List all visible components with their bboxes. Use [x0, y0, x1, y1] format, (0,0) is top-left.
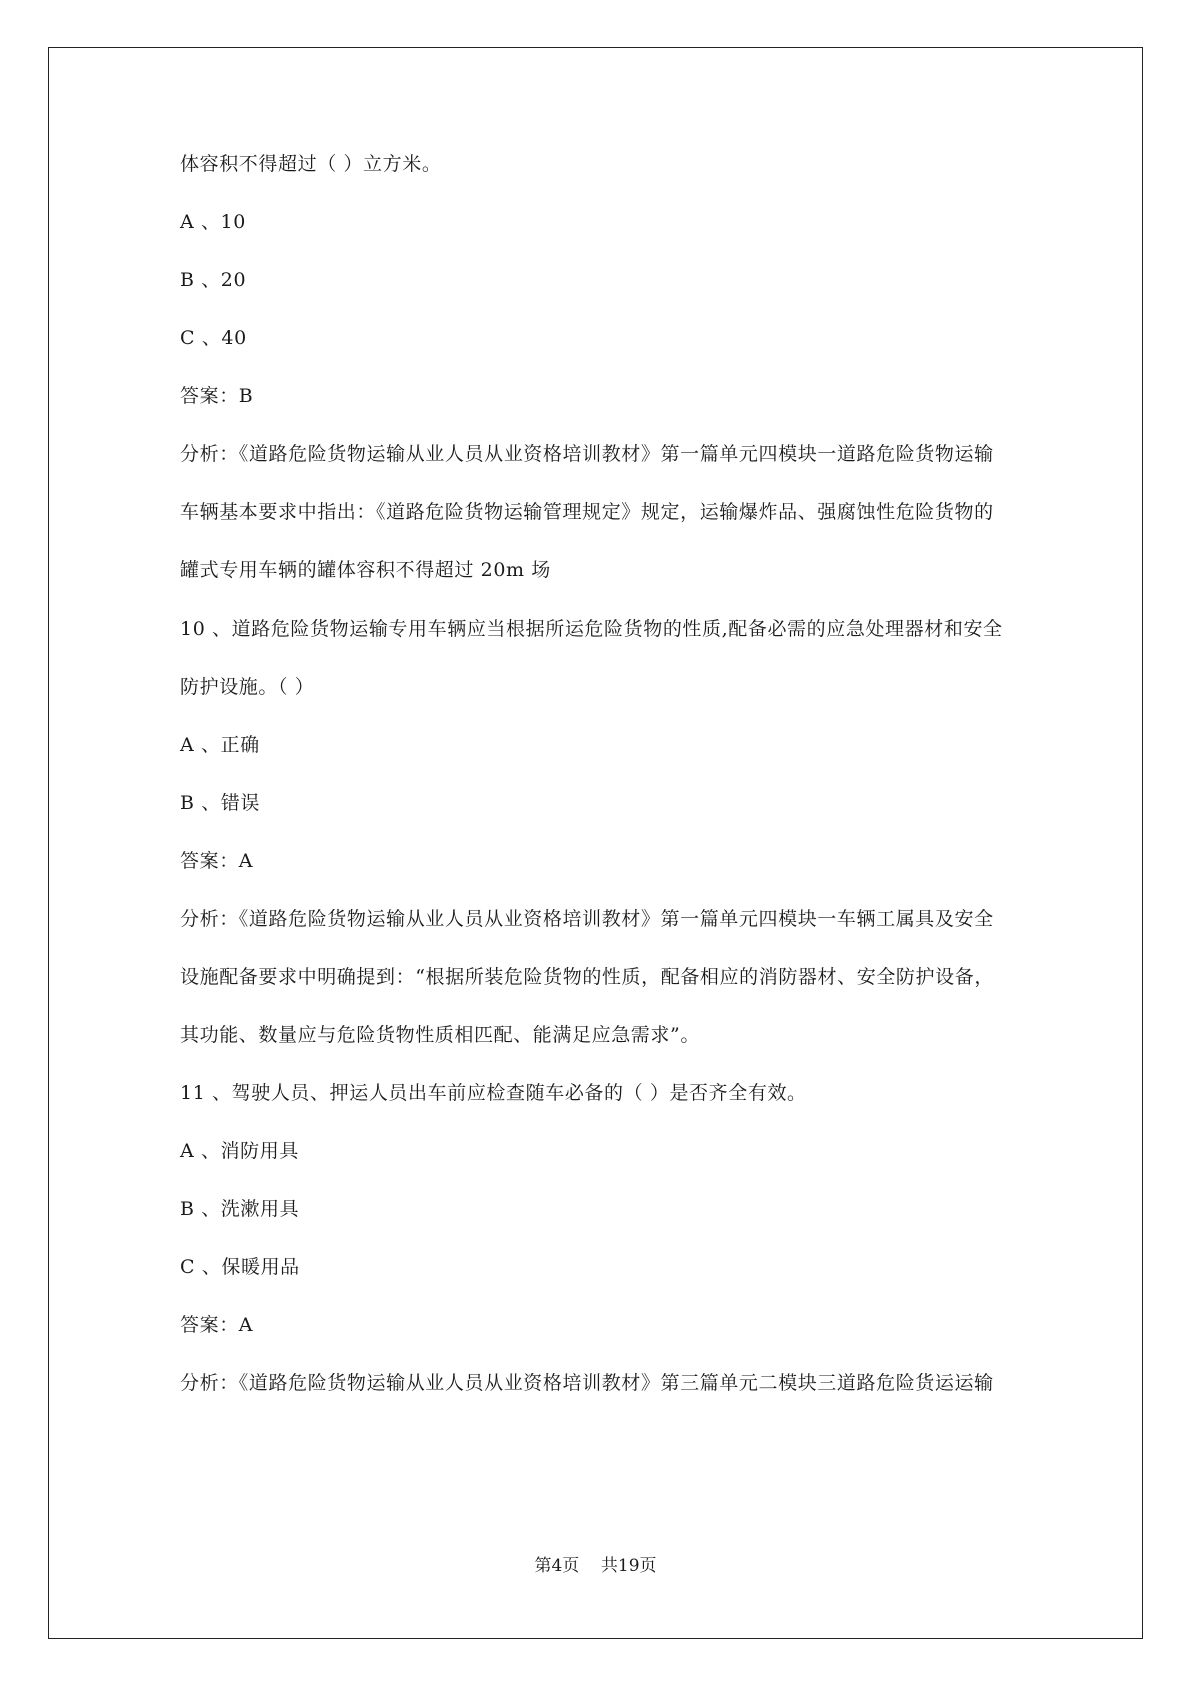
analysis-line: 其功能、数量应与危险货物性质相匹配、能满足应急需求”。	[180, 1024, 700, 1046]
answer-line: 答案：A	[180, 850, 254, 872]
option-b: B 、洗漱用具	[180, 1198, 300, 1220]
analysis-line: 分析：《道路危险货物运输从业人员从业资格培训教材》第一篇单元四模块一车辆工属具及安全	[180, 908, 994, 930]
option-b: B 、20	[180, 269, 247, 291]
analysis-line: 分析：《道路危险货物运输从业人员从业资格培训教材》第一篇单元四模块一道路危险货物运输	[180, 443, 994, 465]
question-10: 10 、道路危险货物运输专用车辆应当根据所运危险货物的性质,配备必需的应急处理器材和安全	[180, 618, 1003, 640]
analysis-line: 罐式专用车辆的罐体容积不得超过 20m 场	[180, 559, 551, 581]
option-b: B 、错误	[180, 792, 261, 814]
option-a: A 、正确	[180, 734, 260, 756]
option-c: C 、40	[180, 327, 247, 349]
option-a: A 、消防用具	[180, 1140, 299, 1162]
analysis-line: 车辆基本要求中指出：《道路危险货物运输管理规定》规定，运输爆炸品、强腐蚀性危险货物的	[180, 501, 994, 523]
option-c: C 、保暖用品	[180, 1256, 300, 1278]
question-10-continuation: 防护设施。（ ）	[180, 676, 315, 698]
answer-line: 答案：A	[180, 1314, 254, 1336]
question-11: 11 、驾驶人员、押运人员出车前应检查随车必备的（ ）是否齐全有效。	[180, 1082, 807, 1104]
analysis-line: 分析：《道路危险货物运输从业人员从业资格培训教材》第三篇单元二模块三道路危险货运运输	[180, 1372, 994, 1394]
option-a: A 、10	[180, 211, 246, 233]
question-9-continuation: 体容积不得超过（ ）立方米。	[180, 153, 442, 175]
page-number-footer: 第4页 共19页	[534, 1556, 657, 1576]
analysis-line: 设施配备要求中明确提到：“根据所装危险货物的性质，配备相应的消防器材、安全防护设备，	[180, 966, 994, 988]
answer-line: 答案：B	[180, 385, 254, 407]
